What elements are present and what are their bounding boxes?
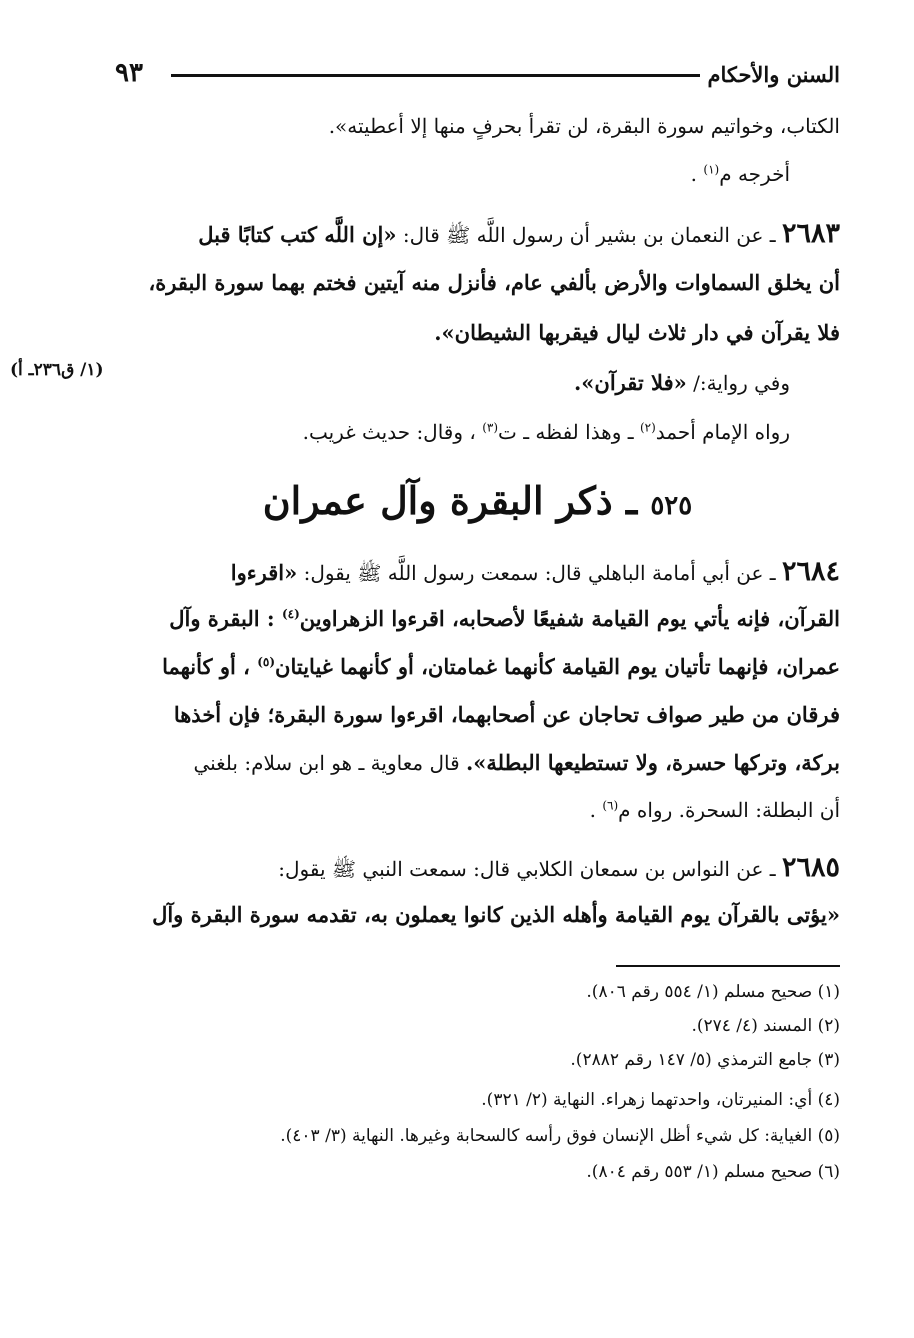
manuscript-folio-note: (١/ ق٢٣٦ـ أ) — [10, 360, 104, 380]
page-header — [115, 60, 840, 94]
matn-text: «فلا تقرآن». — [573, 370, 687, 395]
text-line — [162, 654, 840, 679]
hadith-number: ٢٦٨٤ — [781, 556, 840, 587]
text-segment: الكتاب، وخواتيم سورة البقرة، لن تقرأ بحرفٍ منها إلا أعطيته». — [328, 114, 840, 138]
text-line — [303, 420, 790, 444]
matn-text: القرآن، فإنه يأتي يوم القيامة شفيعًا لأصحابه، اقرءوا الزهراوين — [299, 606, 840, 631]
text-line — [193, 750, 840, 775]
isnad-text: ـ عن أبي أمامة الباهلي قال: سمعت رسول اللَّه ﷺ يقول: — [297, 561, 782, 585]
running-title: السنن والأحكام — [707, 62, 840, 87]
header-rule — [171, 74, 700, 77]
footnote: (١) صحيح مسلم (١/ ٥٥٤ رقم ٨٠٦). — [586, 982, 840, 1002]
matn-text: فلا يقرآن في دار ثلاث ليال فيقربها الشيطان». — [434, 320, 840, 345]
footnote-ref: (٦) — [602, 798, 619, 813]
isnad-text: ـ عن النواس بن سمعان الكلابي قال: سمعت النبي ﷺ يقول: — [278, 857, 782, 881]
footnote-ref: (٤) — [281, 607, 300, 621]
matn-text: فرقان من طير صواف تحاجان عن أصحابهما، اقرءوا سورة البقرة؛ فإن أخذها — [173, 702, 840, 727]
text-line — [149, 270, 841, 295]
footnote-ref: (١) — [703, 162, 720, 177]
section-number: ٥٢٥ — [650, 491, 693, 521]
section-title: ـ ذكر البقرة وآل عمران — [262, 478, 651, 523]
text-segment: وفي رواية:/ — [686, 371, 790, 395]
footnote-ref: (٥) — [257, 655, 276, 669]
text-segment: . — [690, 162, 704, 186]
hadith-number: ٢٦٨٥ — [781, 852, 840, 883]
text-segment: أن البطلة: السحرة. رواه م — [618, 798, 840, 822]
footnote: (٥) الغياية: كل شيء أظل الإنسان فوق رأسه كالسحابة وغيرها. النهاية (٣/ ٤٠٣). — [280, 1126, 840, 1146]
hadith-2683 — [198, 218, 840, 252]
footnote-ref: (٢) — [639, 420, 656, 435]
footnote-ref: (٣) — [482, 420, 499, 435]
matn-text: عمران، فإنهما تأتيان يوم القيامة كأنهما غمامتان، أو كأنهما غيايتان — [275, 654, 840, 679]
page-number: ٩٣ — [115, 58, 143, 88]
text-segment: . — [589, 798, 603, 822]
text-line — [152, 902, 840, 927]
matn-text: بركة، وتركها حسرة، ولا تستطيعها البطلة». — [465, 750, 840, 775]
footnote-divider — [616, 965, 840, 967]
text-line — [574, 370, 790, 395]
hadith-2684 — [231, 556, 840, 590]
section-heading — [115, 478, 840, 523]
hadith-2685 — [278, 852, 840, 886]
matn-text: ، أو كأنهما — [162, 654, 258, 679]
text-line — [329, 114, 840, 138]
text-segment: رواه الإمام أحمد — [655, 420, 790, 444]
text-line — [169, 606, 840, 631]
text-segment: أخرجه م — [719, 162, 790, 186]
text-segment: قال معاوية ـ هو ابن سلام: بلغني — [193, 751, 466, 775]
matn-text: «يؤتى بالقرآن يوم القيامة وأهله الذين كانوا يعملون به، تقدمه سورة البقرة وآل — [152, 902, 840, 927]
footnote: (٤) أي: المنيرتان، واحدتهما زهراء. النهاية (٢/ ٣٢١). — [481, 1090, 840, 1110]
text-line — [434, 320, 840, 345]
footnote: (٣) جامع الترمذي (٥/ ١٤٧ رقم ٢٨٨٢). — [570, 1050, 840, 1070]
matn-text: «إن اللَّه كتب كتابًا قبل — [198, 222, 397, 247]
isnad-text: ـ عن النعمان بن بشير أن رسول اللَّه ﷺ قال: — [396, 223, 782, 247]
text-line — [590, 798, 840, 822]
hadith-number: ٢٦٨٣ — [781, 218, 840, 249]
text-segment: ـ وهذا لفظه ـ ت — [498, 420, 640, 444]
text-segment: ، وقال: حديث غريب. — [302, 420, 483, 444]
matn-text: : البقرة وآل — [169, 606, 282, 631]
footnote: (٢) المسند (٤/ ٢٧٤). — [691, 1016, 840, 1036]
text-line — [691, 162, 790, 186]
matn-text: «اقرءوا — [230, 560, 298, 585]
text-line — [174, 702, 840, 727]
matn-text: أن يخلق السماوات والأرض بألفي عام، فأنزل منه آيتين فختم بهما سورة البقرة، — [148, 270, 840, 295]
footnote: (٦) صحيح مسلم (١/ ٥٥٣ رقم ٨٠٤). — [586, 1162, 840, 1182]
